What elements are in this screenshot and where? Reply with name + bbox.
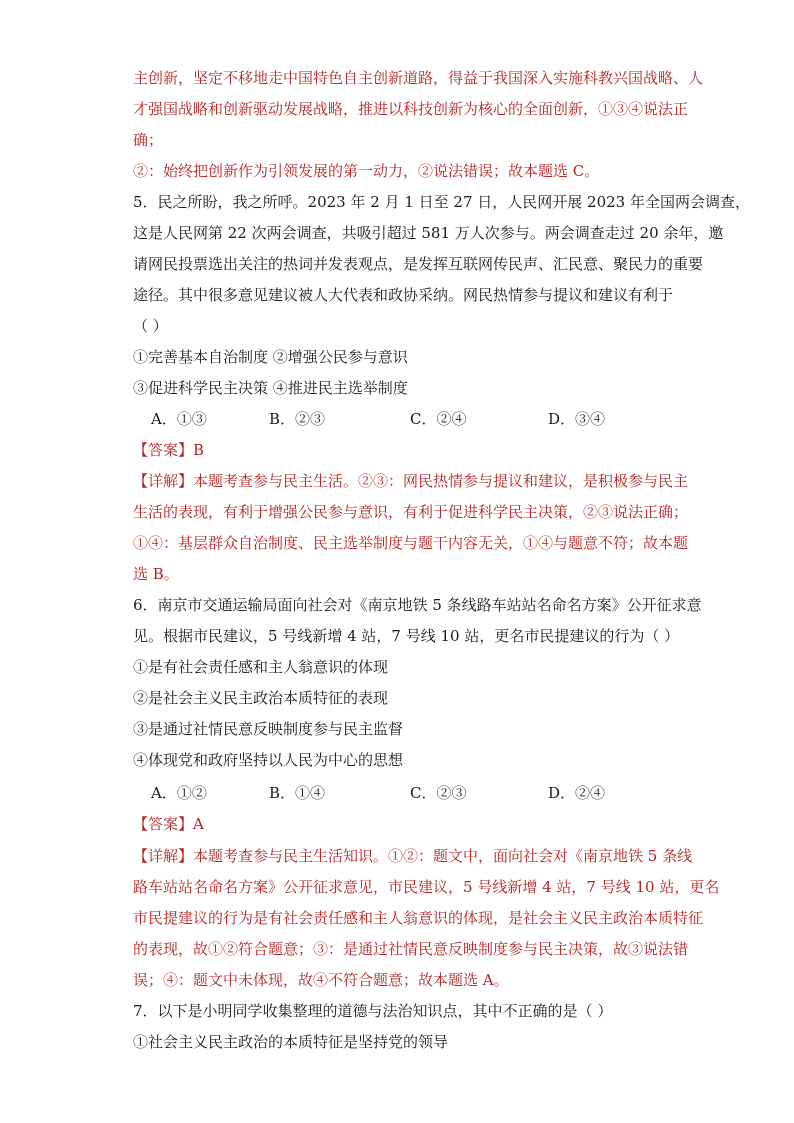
q6-statement-1: ①是有社会责任感和主人翁意识的体现 — [133, 658, 389, 676]
q5-statement-2: ③促进科学民主决策 ④推进民主选举制度 — [133, 379, 408, 397]
q6-option-d: D．②④ — [548, 784, 606, 802]
q6-stem-line-1: 6．南京市交通运输局面向社会对《南京地铁 5 条线路车站站名命名方案》公开征求意 — [133, 596, 702, 614]
q6-statement-3: ③是通过社情民意反映制度参与民主监督 — [133, 720, 404, 738]
q5-explanation-line-1: 【详解】本题考查参与民主生活。②③：网民热情参与提议和建议，是积极参与民主 — [133, 472, 689, 490]
q6-statement-4: ④体现党和政府坚持以人民为中心的思想 — [133, 751, 404, 769]
q5-answer: 【答案】B — [133, 441, 205, 459]
q6-option-a: A．①② — [151, 784, 207, 802]
q6-answer: 【答案】A — [133, 815, 204, 833]
q4-explanation-line-4: ②：始终把创新作为引领发展的第一动力，②说法错误；故本题选 C。 — [133, 162, 600, 180]
q5-stem-line-5: （ ） — [133, 317, 168, 335]
q5-explanation-line-2: 生活的表现，有利于增强公民参与意识，有利于促进科学民主决策，②③说法正确； — [133, 503, 689, 521]
q6-option-c: C．②③ — [410, 784, 467, 802]
q5-statement-1: ①完善基本自治制度 ②增强公民参与意识 — [133, 348, 408, 366]
q5-stem-line-1: 5．民之所盼，我之所呼。2023 年 2 月 1 日至 27 日，人民网开展 2023 年全国两会调查， — [133, 193, 750, 211]
q4-explanation-line-1: 主创新，坚定不移地走中国特色自主创新道路，得益于我国深入实施科教兴国战略、人 — [133, 69, 704, 87]
q7-stem-line-1: 7．以下是小明同学收集整理的道德与法治知识点，其中不正确的是（ ） — [133, 1002, 613, 1020]
q6-explanation-line-5: 误；④：题文中未体现，故④不符合题意；故本题选 A。 — [133, 971, 509, 989]
q5-explanation-line-4: 选 B。 — [133, 565, 179, 583]
q6-statement-2: ②是社会主义民主政治本质特征的表现 — [133, 689, 389, 707]
q5-explanation-line-3: ①④：基层群众自治制度、民主选举制度与题干内容无关，①④与题意不符；故本题 — [133, 534, 689, 552]
q4-explanation-line-2: 才强国战略和创新驱动发展战略，推进以科技创新为核心的全面创新，①③④说法正 — [133, 100, 689, 118]
q6-option-b: B．①④ — [269, 784, 326, 802]
q5-option-c: C．②④ — [410, 410, 467, 428]
q7-statement-1: ①社会主义民主政治的本质特征是坚持党的领导 — [133, 1033, 449, 1051]
q6-explanation-line-2: 路车站站名命名方案》公开征求意见，市民建议，5 号线新增 4 站，7 号线 10 站，更名 — [133, 878, 720, 896]
q6-explanation-line-1: 【详解】本题考查参与民主生活知识。①②：题文中，面向社会对《南京地铁 5 条线 — [133, 847, 693, 865]
q5-stem-line-4: 途径。其中很多意见建议被人大代表和政协采纳。网民热情参与提议和建议有利于 — [133, 286, 674, 304]
q4-explanation-line-3: 确； — [133, 131, 164, 149]
q6-stem-line-2: 见。根据市民建议，5 号线新增 4 站，7 号线 10 站，更名市民提建议的行为（ ） — [133, 627, 680, 645]
q5-option-b: B．②③ — [269, 410, 326, 428]
q6-explanation-line-4: 的表现，故①②符合题意；③：是通过社情民意反映制度参与民主决策，故③说法错 — [133, 940, 689, 958]
q5-option-a: A．①③ — [151, 410, 207, 428]
q5-stem-line-2: 这是人民网第 22 次两会调查，共吸引超过 581 万人次参与。两会调查走过 20 余年，邀 — [133, 224, 724, 242]
q5-option-d: D．③④ — [548, 410, 606, 428]
q5-stem-line-3: 请网民投票选出关注的热词并发表观点，是发挥互联网传民声、汇民意、聚民力的重要 — [133, 255, 704, 273]
q6-explanation-line-3: 市民提建议的行为是有社会责任感和主人翁意识的体现，是社会主义民主政治本质特征 — [133, 909, 704, 927]
